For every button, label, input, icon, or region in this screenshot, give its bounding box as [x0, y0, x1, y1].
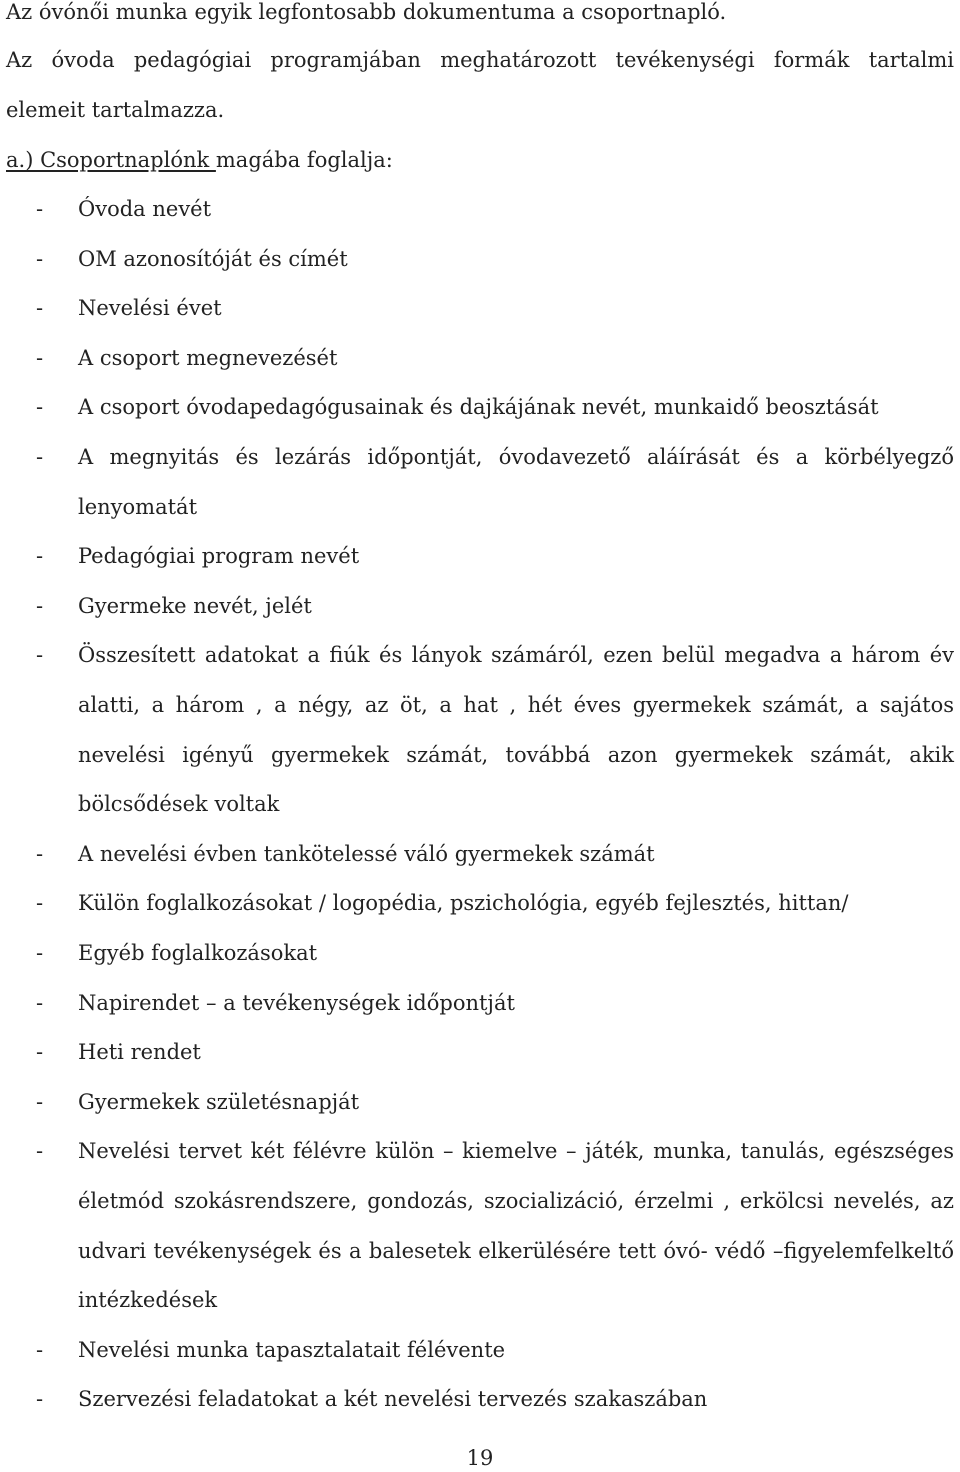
list-item-line: Szervezési feladatokat a két nevelési tervezés szakaszában — [78, 1387, 708, 1412]
list-item-text — [78, 1088, 954, 1138]
section-heading — [6, 146, 954, 174]
list-item-text — [78, 1038, 954, 1088]
list-bullet-dash: - — [36, 445, 44, 469]
list-item-line: Nevelési évet — [78, 296, 222, 321]
list-bullet-dash: - — [36, 1337, 44, 1362]
list-item — [36, 889, 954, 939]
list-item — [36, 195, 954, 245]
list-item-line: Napirendet – a tevékenységek időpontját — [78, 990, 515, 1015]
list-bullet-dash: - — [36, 1040, 44, 1065]
list-item — [36, 245, 954, 295]
list-item-line: A megnyitás és lezárás időpontját, óvodavezető aláírását és a körbélyegző — [78, 445, 954, 469]
list-bullet-dash: - — [36, 395, 44, 420]
list-bullet-dash: - — [36, 1387, 44, 1412]
list-bullet-dash: - — [36, 544, 44, 569]
list-item — [36, 1038, 954, 1088]
list-bullet-dash: - — [36, 345, 44, 370]
list-bullet-dash: - — [36, 296, 44, 321]
list-bullet-dash: - — [36, 891, 44, 916]
list-bullet-dash: - — [36, 643, 44, 668]
list-item-line: A csoport megnevezését — [78, 345, 338, 370]
list-bullet-dash: - — [36, 197, 44, 221]
list-item-text — [78, 245, 954, 295]
list-bullet-dash: - — [36, 841, 44, 866]
list-item — [36, 1385, 954, 1435]
list-item-line: Nevelési tervet két félévre külön – kiemelve – játék, munka, tanulás, egészséges — [78, 1139, 954, 1164]
list-item — [36, 641, 954, 839]
list-item-line: Óvoda nevét — [78, 197, 212, 221]
list-item-line: Pedagógiai program nevét — [78, 544, 360, 569]
page-number: 19 — [466, 1446, 494, 1470]
list-item — [36, 1336, 954, 1386]
list-item-line: Gyermekek születésnapját — [78, 1089, 360, 1114]
list-item — [36, 542, 954, 592]
list-item-text — [78, 294, 954, 344]
list-bullet-dash: - — [36, 1139, 44, 1164]
list-item — [36, 294, 954, 344]
list-bullet-dash: - — [36, 593, 44, 618]
list-item-text — [78, 939, 954, 989]
list-item — [36, 1137, 954, 1335]
list-item-line: Heti rendet — [78, 1040, 201, 1065]
list-item-line: Külön foglalkozásokat / logopédia, pszichológia, egyéb fejlesztés, hittan/ — [78, 891, 849, 916]
list-item-line: Gyermeke nevét, jelét — [78, 593, 312, 618]
list-item-line: Összesített adatokat a fiúk és lányok számáról, ezen belül megadva a három év — [78, 643, 954, 668]
list-item-line: bölcsődések voltak — [78, 792, 280, 817]
list-item-text — [78, 1385, 954, 1435]
list-item-text — [78, 889, 954, 939]
list-item-line: intézkedések — [78, 1288, 218, 1313]
list-item — [36, 344, 954, 394]
section-heading-rest: magába foglalja: — [215, 148, 393, 172]
list-item-text — [78, 989, 954, 1039]
list-item — [36, 1088, 954, 1138]
list-item-text — [78, 344, 954, 394]
list-item-line: Nevelési munka tapasztalatait félévente — [78, 1337, 506, 1362]
list-bullet-dash: - — [36, 1089, 44, 1114]
list-bullet-dash: - — [36, 990, 44, 1015]
list-item-text — [78, 592, 954, 642]
list-item-line: OM azonosítóját és címét — [78, 246, 348, 271]
list-item — [36, 443, 954, 542]
list-item — [36, 989, 954, 1039]
list-item-line: lenyomatát — [78, 494, 198, 519]
list-item-text — [78, 840, 954, 890]
list-item-line: alatti, a három , a négy, az öt, a hat , hét éves gyermekek számát, a sajátos — [78, 692, 954, 717]
list-item — [36, 939, 954, 989]
list-item-text — [78, 1336, 954, 1386]
list-item-line: A csoport óvodapedagógusainak és dajkájának nevét, munkaidő beosztását — [78, 395, 879, 420]
list-item-line: A nevelési évben tankötelessé váló gyermekek számát — [78, 841, 655, 866]
list-bullet-dash: - — [36, 941, 44, 965]
list-item — [36, 592, 954, 642]
list-item-line: nevelési igényű gyermekek számát, továbbá azon gyermekek számát, akik — [78, 742, 954, 767]
list-item-text — [78, 443, 954, 542]
intro-line-1: Az óvónői munka egyik legfontosabb dokumentuma a csoportnapló. — [6, 0, 727, 24]
list-item — [36, 840, 954, 890]
list-item-line: életmód szokásrendszere, gondozás, szocializáció, érzelmi , erkölcsi nevelés, az — [78, 1188, 954, 1213]
list-item-text — [78, 195, 954, 245]
section-heading-link[interactable]: a.) Csoportnaplónk — [6, 148, 216, 172]
intro-line-3: elemeit tartalmazza. — [6, 98, 225, 122]
list-item-text — [78, 641, 954, 839]
list-item-text — [78, 542, 954, 592]
list-item-line: udvari tevékenységek és a balesetek elkerülésére tett óvó- védő –figyelemfelkeltő — [78, 1238, 954, 1263]
list-item-text — [78, 393, 954, 443]
list-bullet-dash: - — [36, 246, 44, 271]
list-item — [36, 393, 954, 443]
intro-line-2: Az óvoda pedagógiai programjában meghatározott tevékenységi formák tartalmi — [6, 48, 954, 72]
list-item-text — [78, 1137, 954, 1335]
list-item-line: Egyéb foglalkozásokat — [78, 941, 318, 965]
